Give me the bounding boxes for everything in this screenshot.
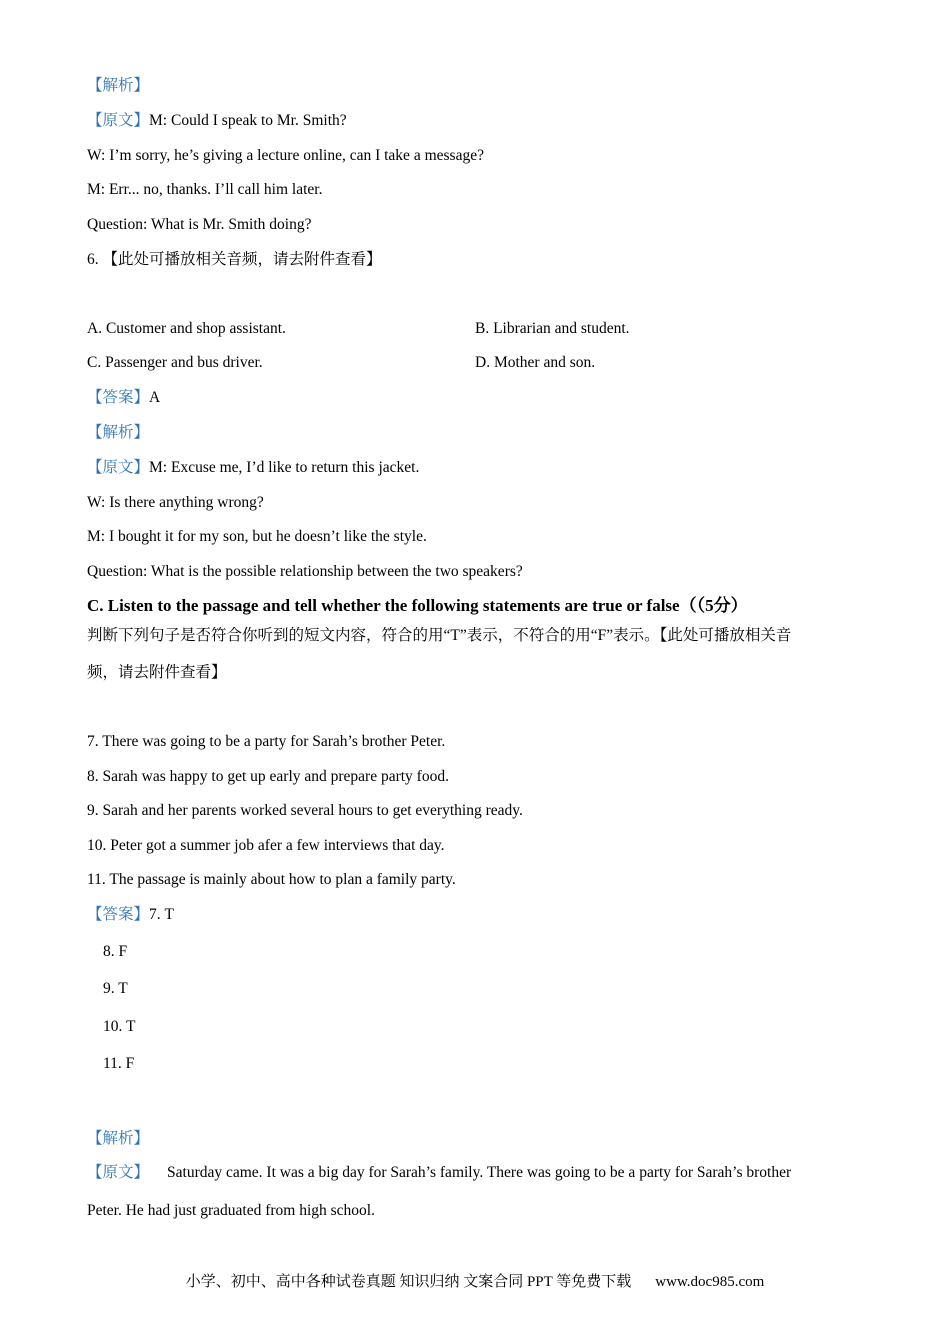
answer-11: 11. F: [103, 1055, 135, 1072]
statement-7: 7. There was going to be a party for Sarah’s brother Peter.: [87, 733, 446, 750]
statement-11: 11. The passage is mainly about how to plan a family party.: [87, 871, 456, 888]
q5-question: Question: What is Mr. Smith doing?: [87, 216, 312, 233]
yuanwen-label: 【原文】: [87, 112, 150, 129]
q6-stem: 6. 【此处可播放相关音频，请去附件查看】: [87, 251, 382, 268]
statement-9: 9. Sarah and her parents worked several hours to get everything ready.: [87, 802, 523, 819]
answers-row: [87, 905, 174, 925]
q6-option-c: C. Passenger and bus driver.: [87, 354, 263, 371]
answer-7: 7. T: [149, 906, 174, 923]
passage-yuanwen-label: 【原文】: [87, 1164, 150, 1181]
q6-question: Question: What is the possible relationship between the two speakers?: [87, 563, 523, 580]
footer-text: 小学、初中、高中各种试卷真题 知识归纳 文案合同 PPT 等免费下载: [185, 1274, 632, 1290]
q6-yuanwen-label: 【原文】: [87, 459, 150, 476]
answer-9: 9. T: [103, 980, 128, 997]
answers-daan-label: 【答案】: [87, 906, 150, 923]
passage-line1: [87, 1163, 791, 1183]
passage-text1: Saturday came. It was a big day for Sarah’s family. There was going to be a party for Sarah’s brother: [167, 1164, 792, 1181]
answer-8: 8. F: [103, 943, 128, 960]
page-footer: [0, 1270, 950, 1291]
q5-text1: M: Could I speak to Mr. Smith?: [149, 112, 347, 129]
q6-option-b: B. Librarian and student.: [475, 320, 630, 337]
footer-url[interactable]: www.doc985.com: [655, 1274, 765, 1290]
q6-line1: [87, 458, 419, 478]
statement-10: 10. Peter got a summer job afer a few interviews that day.: [87, 837, 445, 854]
q6-answer-value: A: [149, 389, 161, 406]
q6-option-d: D. Mother and son.: [475, 354, 596, 371]
q5-line1: [87, 111, 347, 131]
q6-option-a: A. Customer and shop assistant.: [87, 320, 286, 337]
q6-text1: M: Excuse me, I’d like to return this jacket.: [149, 459, 420, 476]
q6-line3: M: I bought it for my son, but he doesn’t like the style.: [87, 528, 427, 545]
passage-line2: Peter. He had just graduated from high school.: [87, 1202, 375, 1219]
passage-jiexi-label: 【解析】: [87, 1130, 150, 1147]
statement-8: 8. Sarah was happy to get up early and prepare party food.: [87, 768, 449, 785]
section-c-instruction-2: 频，请去附件查看】: [87, 664, 227, 681]
q5-line2: W: I’m sorry, he’s giving a lecture online, can I take a message?: [87, 147, 484, 164]
section-c-instruction-1: 判断下列句子是否符合你听到的短文内容，符合的用“T”表示，不符合的用“F”表示。【此处可播放相关音: [87, 627, 792, 644]
q6-jiexi-label: 【解析】: [87, 424, 150, 441]
jiexi-label: 【解析】: [87, 77, 150, 94]
q5-line3: M: Err... no, thanks. I’ll call him later.: [87, 181, 323, 198]
answer-10: 10. T: [103, 1018, 136, 1035]
q6-answer: [87, 388, 160, 408]
section-c-heading: C. Listen to the passage and tell whether the following statements are true or false（（5分）: [87, 596, 748, 615]
daan-label: 【答案】: [87, 389, 150, 406]
q6-line2: W: Is there anything wrong?: [87, 494, 264, 511]
